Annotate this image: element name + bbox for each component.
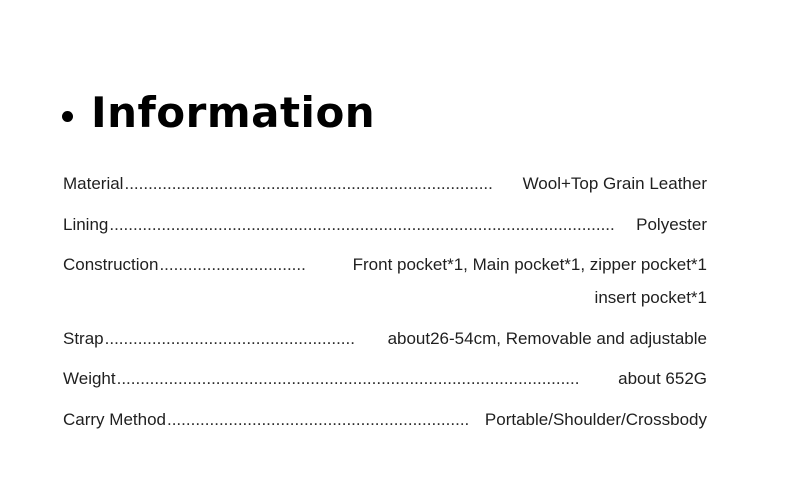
spec-value: Wool+Top Grain Leather [522,174,707,193]
spec-value: Front pocket*1, Main pocket*1, zipper pocket*1 [352,255,707,275]
spec-leader-dots: ............................... [159,255,306,275]
spec-leader-dots: ................................................................ [166,409,470,429]
spec-value: Portable/Shoulder/Crossbody [484,409,707,429]
spec-value: insert pocket*1 [594,287,707,307]
spec-leader-dots: ..................................................... [104,328,355,348]
spec-value: about 652G [618,369,707,389]
spec-label: Material [63,174,124,193]
page-title: Information [91,88,376,137]
page-title-row [62,88,376,137]
spec-label: Carry Method [63,409,166,429]
spec-row-material [63,172,707,197]
spec-row-lining [63,213,707,238]
specification-list [63,172,707,448]
bullet-dot-icon [62,111,73,122]
spec-leader-dots: ........................................................................................................... [109,214,615,234]
spec-row-carry-method [63,408,707,433]
spec-row-weight [63,367,707,392]
spec-row-strap [63,327,707,352]
spec-leader-dots: .................................................................................................. [116,369,580,389]
spec-value: about26-54cm, Removable and adjustable [387,328,707,348]
spec-row-construction [63,253,707,278]
spec-label: Lining [63,214,109,234]
spec-row-construction-continued [63,286,707,311]
spec-value: Polyester [636,214,707,234]
spec-label: Weight [63,369,116,389]
spec-label: Strap [63,328,104,348]
spec-label: Construction [63,255,159,275]
spec-leader-dots: .............................................................................. [124,174,493,193]
